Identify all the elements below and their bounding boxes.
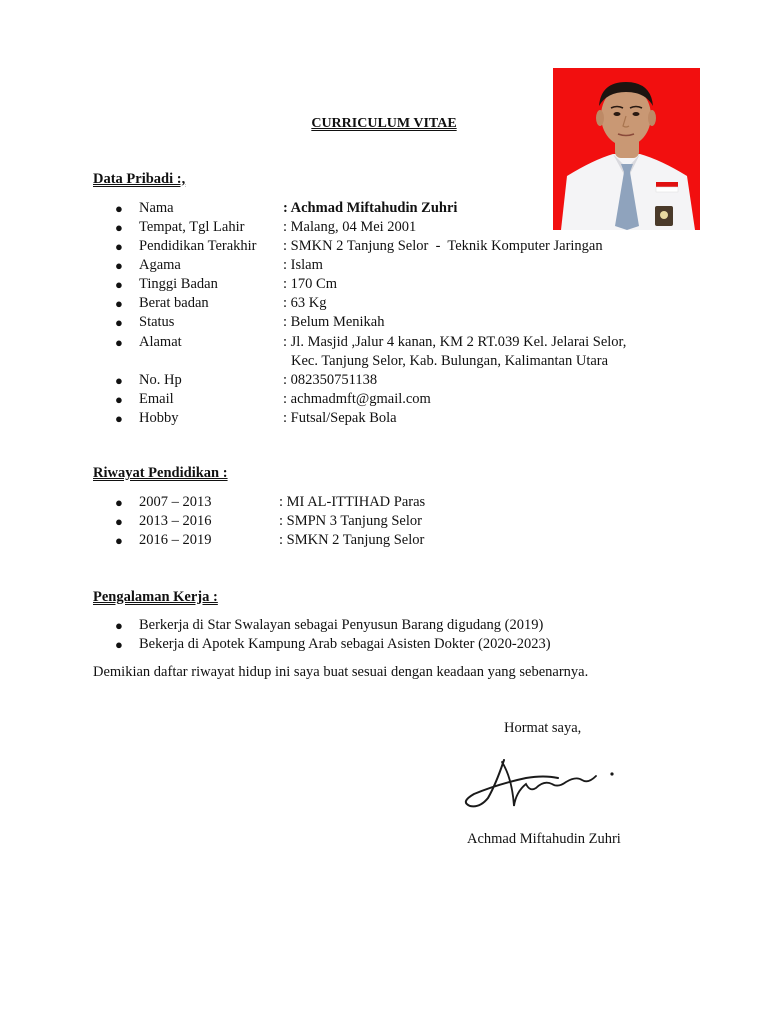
bullet: ● [115,411,123,426]
bullet: ● [115,315,123,330]
field-label: Tempat, Tgl Lahir [139,219,245,235]
handwritten-signature [440,748,650,820]
field-label: Alamat [139,334,182,350]
closing-salutation: Hormat saya, [504,720,582,736]
field-value: : SMKN 2 Tanjung Selor - Teknik Komputer Jaringan [283,238,603,254]
field-value: : Islam [283,257,323,273]
field-label: No. Hp [139,372,182,388]
field-label: Pendidikan Terakhir [139,238,257,254]
portrait-illustration [553,68,700,230]
field-value: : 082350751138 [283,372,378,388]
field-value: : Achmad Miftahudin Zuhri [283,200,458,216]
field-label: Tinggi Badan [139,276,218,292]
education-years: 2016 – 2019 [139,532,212,548]
education-years: 2013 – 2016 [139,513,212,529]
bullet: ● [115,373,123,388]
bullet: ● [115,335,123,350]
bullet: ● [115,201,123,216]
field-label: Nama [139,200,174,216]
document-title: CURRICULUM VITAE [311,116,457,131]
field-value: : Jl. Masjid ,Jalur 4 kanan, KM 2 RT.039 Kel. Jelarai Selor, [283,334,627,350]
experience-heading: Pengalaman Kerja : [93,589,218,605]
bullet: ● [115,296,123,311]
field-value: : Futsal/Sepak Bola [283,410,397,426]
bullet: ● [115,277,123,292]
bullet: ● [115,392,123,407]
bullet: ● [115,239,123,254]
field-value: : 170 Cm [283,276,337,292]
education-years: 2007 – 2013 [139,494,212,510]
field-label: Hobby [139,410,179,426]
bullet: ● [115,258,123,273]
field-label: Berat badan [139,295,209,311]
experience-text: Bekerja di Apotek Kampung Arab sebagai Asisten Dokter (2020-2023) [139,636,551,652]
field-value: : 63 Kg [283,295,327,311]
education-school: : MI AL-ITTIHAD Paras [279,494,426,510]
bullet: ● [115,637,123,652]
experience-text: Berkerja di Star Swalayan sebagai Penyusun Barang digudang (2019) [139,617,544,633]
personal-data-heading: Data Pribadi :, [93,171,186,187]
field-value: : Malang, 04 Mei 2001 [283,219,417,235]
bullet: ● [115,495,123,510]
education-school: : SMKN 2 Tanjung Selor [279,532,425,548]
profile-photo [553,68,700,230]
signer-name: Achmad Miftahudin Zuhri [467,831,621,847]
education-heading: Riwayat Pendidikan : [93,465,228,481]
bullet: ● [115,533,123,548]
field-value: : Belum Menikah [283,314,385,330]
field-value: : achmadmft@gmail.com [283,391,431,407]
bullet: ● [115,514,123,529]
field-value-continued: Kec. Tanjung Selor, Kab. Bulungan, Kalimantan Utara [291,353,609,369]
bullet: ● [115,220,123,235]
field-label: Agama [139,257,181,273]
field-label: Email [139,391,174,407]
field-label: Status [139,314,175,330]
bullet: ● [115,618,123,633]
closing-statement: Demikian daftar riwayat hidup ini saya buat sesuai dengan keadaan yang sebenarnya. [93,664,589,680]
education-school: : SMPN 3 Tanjung Selor [279,513,422,529]
